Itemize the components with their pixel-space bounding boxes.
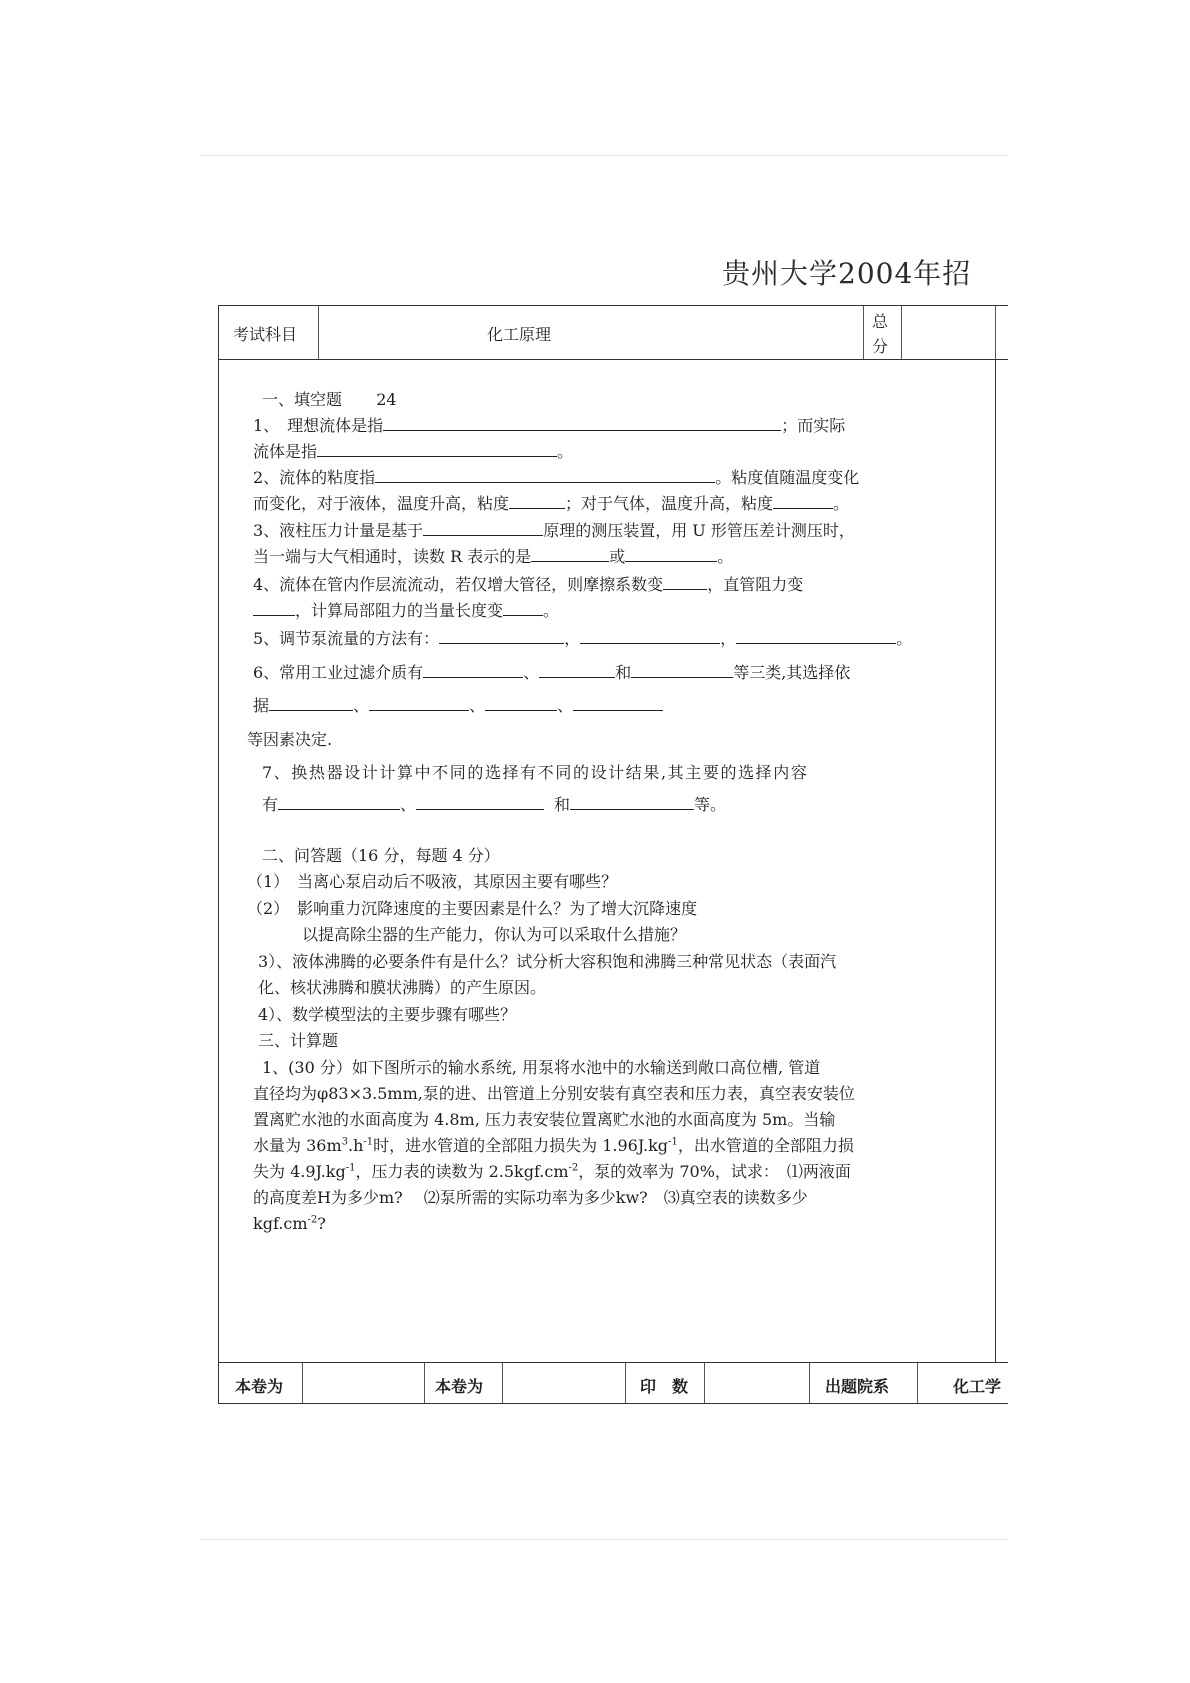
q6-blank-3: [631, 661, 733, 678]
q3-line2: [253, 544, 733, 570]
subject-label: 考试科目: [233, 325, 298, 344]
q6-line1: [253, 660, 850, 686]
q3-text-c: 当一端与大气相通时，读数 R 表示的是: [253, 547, 532, 566]
q7-blank-3: [570, 793, 694, 810]
s3-l7-sup: -2: [307, 1214, 318, 1226]
s3-line5: [253, 1159, 851, 1185]
section1-title: 一、填空题: [262, 390, 343, 409]
q4-blank-1: [663, 573, 707, 590]
q2-text-b: 。粘度值随温度变化: [715, 468, 860, 487]
section1-score: 24: [376, 390, 397, 409]
s3-l4-sup1: 3: [341, 1136, 348, 1148]
s3-line2: 直径均为φ83×3.5mm,泵的进、出管道上分别安装有真空表和压力表，真空表安装位: [253, 1084, 855, 1103]
q7-text-c: 、: [400, 795, 417, 814]
q6-blank-4: [269, 694, 353, 711]
q7-text-b: 有: [262, 795, 279, 814]
s3-line1: 1、(30 分）如下图所示的输水系统, 用泵将水池中的水输送到敞口高位槽, 管道: [262, 1058, 821, 1077]
s2-q3-line2: 化、核状沸腾和膜状沸腾）的产生原因。: [258, 978, 547, 997]
s3-l4-sup3: -1: [668, 1136, 678, 1148]
q3-text-a: 3、液柱压力计量是基于: [253, 521, 424, 540]
footer-label-1: 本卷为: [235, 1377, 284, 1396]
q5-blank-1: [439, 627, 564, 644]
q2-blank-2: [509, 492, 565, 509]
s2-q2-line1: （2） 影响重力沉降速度的主要因素是什么？为了增大沉降速度: [247, 899, 698, 918]
q1-line2: [253, 439, 573, 465]
footer-label-4: 出题院系: [825, 1377, 890, 1396]
s3-l7-a: kgf.cm: [253, 1214, 308, 1233]
s3-line7: [253, 1211, 326, 1237]
q4-blank-2: [253, 599, 295, 616]
q3-text-d: 或: [609, 547, 626, 566]
q6-text-f: 、: [353, 696, 370, 715]
q5-blank-2: [580, 627, 720, 644]
q5-text-d: 。: [896, 629, 913, 648]
q6-blank-5: [369, 694, 469, 711]
q4-blank-3: [503, 599, 543, 616]
section1-heading: [262, 387, 397, 413]
q2-text-c: 而变化，对于液体，温度升高，粘度: [253, 494, 510, 513]
q1-text-b: ；而实际: [781, 416, 846, 435]
q1-blank-1: [383, 414, 781, 431]
s3-l4-d: ，出水管道的全部阻力损: [677, 1136, 854, 1155]
q6-blank-7: [573, 694, 663, 711]
s2-q1: （1） 当离心泵启动后不吸液，其原因主要有哪些？: [247, 872, 618, 891]
subject-value-cell: [318, 306, 864, 359]
q1-text-d: 。: [557, 442, 574, 461]
footer-label-3: 印 数: [640, 1377, 689, 1396]
q3-blank-2: [531, 545, 609, 562]
q2-text-e: 。: [833, 494, 850, 513]
q6-text-a: 6、常用工业过滤介质有: [253, 663, 424, 682]
q6-text-c: 和: [615, 663, 632, 682]
q6-blank-1: [423, 661, 523, 678]
q6-line2: [253, 693, 663, 719]
q3-blank-3: [625, 545, 717, 562]
section2-title: 二、问答题（16 分，每题 4 分）: [262, 846, 500, 865]
s2-q3-line1: 3）、液体沸腾的必要条件有是什么？试分析大容积饱和沸腾三种常见状态（表面汽: [258, 952, 837, 971]
document-title: 贵州大学2004年招: [722, 257, 972, 290]
q6-line3: 等因素决定.: [247, 730, 333, 749]
q2-text-a: 2、流体的粘度指: [253, 468, 376, 487]
q2-text-d: ；对于气体，温度升高，粘度: [565, 494, 774, 513]
q1-text-c: 流体是指: [253, 442, 318, 461]
q4-line1: [253, 572, 803, 598]
q6-text-e: 据: [253, 696, 270, 715]
total-label-2: 分: [872, 337, 889, 356]
q5-line: [253, 626, 912, 652]
s3-l5-c: ，泵的效率为 70%，试求： ⑴两液面: [578, 1162, 851, 1181]
q2-line1: [253, 465, 859, 491]
q7-line2: [262, 792, 726, 818]
q1-blank-2: [317, 440, 557, 457]
q2-blank-1: [375, 466, 715, 483]
q7-blank-2: [416, 793, 544, 810]
q2-blank-3: [773, 492, 833, 509]
q7-text-d: 和: [554, 795, 571, 814]
footer-label-2: 本卷为: [435, 1377, 484, 1396]
q6-text-g: 、: [469, 696, 486, 715]
q4-text-a: 4、流体在管内作层流流动，若仅增大管径，则摩擦系数变: [253, 575, 664, 594]
q4-text-d: 。: [543, 601, 560, 620]
q2-line2: [253, 491, 849, 517]
q5-text-b: ，: [564, 629, 581, 648]
footer-cell-4: [502, 1363, 626, 1403]
s3-line4: [253, 1133, 854, 1159]
s3-l4-b: .h: [348, 1136, 364, 1155]
q1-line1: [253, 413, 845, 439]
s3-l4-c: 时，进水管道的全部阻力损失为 1.96J.kg: [373, 1136, 669, 1155]
subject-value: 化工原理: [487, 325, 552, 344]
q6-blank-2: [539, 661, 615, 678]
q5-text-c: ，: [720, 629, 737, 648]
q6-text-d: 等三类,其选择依: [733, 663, 851, 682]
q7-blank-1: [278, 793, 400, 810]
s3-l5-b: ，压力表的读数为 2.5kgf.cm: [355, 1162, 569, 1181]
q6-text-h: 、: [557, 696, 574, 715]
q4-text-b: ，直管阻力变: [707, 575, 804, 594]
s3-l5-sup2: -2: [568, 1162, 579, 1174]
q5-text-a: 5、调节泵流量的方法有：: [253, 629, 440, 648]
footer-cell-2: [302, 1363, 425, 1403]
footer-value-4: 化工学: [953, 1377, 1002, 1396]
s2-q4: 4）、数学模型法的主要步骤有哪些？: [258, 1005, 517, 1024]
header-row: [218, 305, 1008, 360]
q1-text-a: 1、 理想流体是指: [253, 416, 384, 435]
q7-line1: 7、换热器设计计算中不同的选择有不同的设计结果,其主要的选择内容: [262, 763, 809, 782]
q3-text-b: 原理的测压装置，用 U 形管压差计测压时，: [543, 521, 855, 540]
footer-cell-6: [704, 1363, 810, 1403]
footer-row: [218, 1362, 1008, 1404]
q7-text-e: 等。: [694, 795, 727, 814]
q5-blank-3: [736, 627, 896, 644]
total-label-1: 总: [872, 312, 889, 331]
s3-l4-a: 水量为 36m: [253, 1136, 342, 1155]
s3-line3: 置离贮水池的水面高度为 4.8m, 压力表安装位置离贮水池的水面高度为 5m。当输: [253, 1110, 836, 1129]
q3-blank-1: [423, 519, 543, 536]
s2-q2-line2: 以提高除尘器的生产能力，你认为可以采取什么措施？: [302, 925, 687, 944]
q4-text-c: ，计算局部阻力的当量长度变: [295, 601, 504, 620]
q3-line1: [253, 518, 855, 544]
q6-blank-6: [485, 694, 557, 711]
s3-l4-sup2: -1: [363, 1136, 374, 1148]
q3-text-e: 。: [717, 547, 734, 566]
q6-text-b: 、: [523, 663, 540, 682]
total-value-cell: [901, 306, 996, 359]
s3-l5-sup1: -1: [345, 1162, 356, 1174]
q4-line2: [253, 598, 559, 624]
section3-title: 三、计算题: [258, 1031, 339, 1050]
s3-l7-b: ?: [317, 1214, 326, 1233]
s3-l5-a: 失为 4.9J.kg: [253, 1162, 346, 1181]
s3-line6: 的高度差H为多少m? ⑵泵所需的实际功率为多少kw? ⑶真空表的读数多少: [253, 1188, 808, 1207]
